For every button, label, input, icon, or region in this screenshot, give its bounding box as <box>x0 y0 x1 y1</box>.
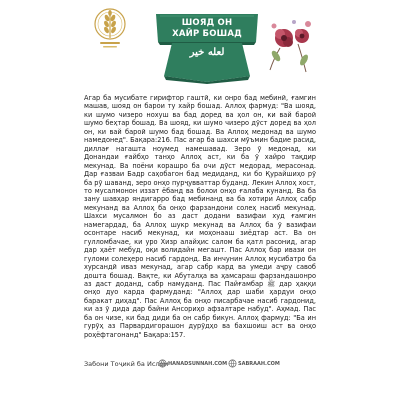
article-body: Агар ба мусибате гирифтор гаштӣ, ки онро бад мебинӣ, ғамгин машав, шояд он барои ту хайр бошад. Аллоҳ фармуд: "Ва шояд, ки шумо чизеро нохуш ва бад доред ва ҳол он, ки вай бароӣ шумо беҳтар бошад. Ва шояд, ки шумо чизеро дӯст доред ва ҳол он, ки вай бароӣ шумо бад бошад. Ва Аллоҳ медонад ва шумо намедонед". Бақара:216. Пас агар ба шахси мӯъмин бадие расид, диллағ нагашта ноумед намешавад. Зеро ӯ медонад, ки Донандаи ғайбҳо танҳо Аллоҳ аст, ки ба ӯ хайро тақдир мекунад. Ва поёни корашро ба очи дӯст медорад, мерасонад. Дар ғазваи Бадр саҳобагон бад медиданд, ки бо Қурайшиҳо рӯ ба рӯ шаванд, зеро онҳо пурҷувваттар буданд. Лекин Аллоҳ хост, то мусалмонон иззат ёбанд ва болои онҳо ғалаба кунанд. Ва ба занy шавҳар яндигарро бад мебинанд ва ба хотири Аллоҳ сабр мекунанд ва Аллоҳ ба онҳо фарзандони солеҳ насиб мекунад. Шахси мусалмон бо аз даст додани вазифаи худ ғамгин намегардад, ба Аллоҳ шукр мекунад ва Аллоҳ ба ӯ вазифаи осонтаре насиб мекунад, ки моҳонааш зиёдтар аст. Ва он гулломбачае, ки уро Хизр алайҳис салом ба қатл расонид, агар дар ҳаёт мебуд, оқи волидайн мегашт. Пас Аллоҳ бар ивази он гуломи солеҳеро насиб гардонд. Ва инчунин Аллоҳ мусибатро ба хурсандӣ иваз мекунад, агар сабр кард ва умеди аҷру савоб дошта бошад. Вақте, ки Абуталҳа ва ҳамсараш фарзандашонро аз даст доданд, сабр намуданд. Пас Пайғамбар ﷺ дар ҳаққи онҳо дуо карда фармуданд: "Аллоҳ дар шаби ҳардуи онҳо баракат диҳад". Пас Аллоҳ ба онҳо писарбачае насиб гардонид, ки аз ӯ дида дар байни Ансориҳо афзалтаре набуд". Аҳмад. Пас ба он чизе, ки бад диди ба он сабр бикун. Аллоҳ фармуд: "Ба ин гурӯҳ аз Парвардигорашон дурӯдҳо ва бахшоиш аст ва онҳо роҳёфтагонанд" Бақара:157. <box>84 94 316 339</box>
globe-icon <box>158 359 167 368</box>
title-banner <box>152 14 262 84</box>
banner-title-line1: ШОЯД ОН <box>181 18 233 28</box>
flower-decoration-icon <box>266 14 318 74</box>
footer <box>78 358 322 378</box>
banner-title-line2: ХАЙР БОШАД <box>172 29 242 39</box>
globe-icon <box>228 359 237 368</box>
header <box>78 0 322 88</box>
banner-arabic-title: لعله خير <box>189 47 225 58</box>
footer-website-link-2[interactable]: SABRAAH.COM <box>238 361 280 367</box>
post-card <box>78 0 322 400</box>
footer-website-link[interactable]: HANADSUNNAH.COM <box>168 361 228 367</box>
wheat-logo-icon <box>90 6 130 52</box>
footer-credit: Забони Тоҷикӣ ба Ислом <box>84 360 169 368</box>
